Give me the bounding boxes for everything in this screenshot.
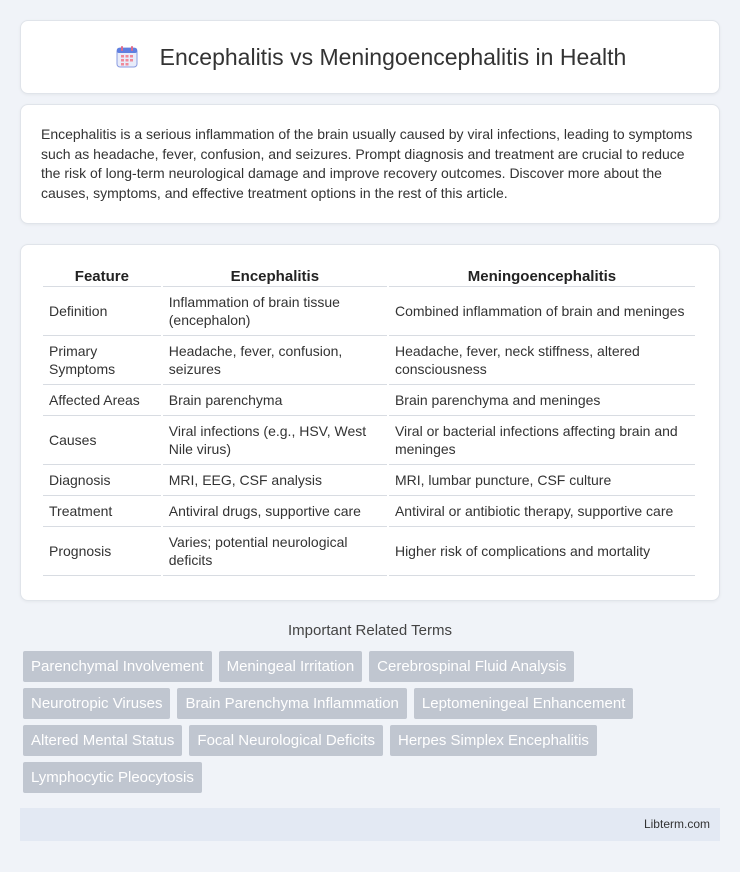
table-cell: Definition xyxy=(43,287,161,336)
table-cell: MRI, lumbar puncture, CSF culture xyxy=(389,465,695,496)
table-header-row xyxy=(43,267,695,287)
column-header: Feature xyxy=(43,267,161,287)
calendar-icon xyxy=(114,44,140,70)
footer-site-link[interactable]: Libterm.com xyxy=(643,817,710,831)
table-cell: Inflammation of brain tissue (encephalon) xyxy=(163,287,387,336)
table-cell: Headache, fever, neck stiffness, altered consciousness xyxy=(389,336,695,385)
related-term-tag[interactable]: Leptomeningeal Enhancement xyxy=(414,688,633,719)
table-cell: Affected Areas xyxy=(43,385,161,416)
related-term-tag[interactable]: Altered Mental Status xyxy=(23,725,182,756)
related-term-tag[interactable]: Cerebrospinal Fluid Analysis xyxy=(369,651,574,682)
footer xyxy=(20,808,720,841)
intro-text: Encephalitis is a serious inflammation of the brain usually caused by viral infections, leading to symptoms such as headache, fever, confusion, and seizures. Prompt diagnosis and treatment are crucial to reduce the risk of long-term neurological damage and improve recovery outcomes. Discover more about the causes, symptoms, and effective treatment options in the rest of this article. xyxy=(41,126,693,201)
page-title: Encephalitis vs Meningoencephalitis in Health xyxy=(159,43,627,70)
table-row xyxy=(43,416,695,465)
table-cell: Viral or bacterial infections affecting brain and meninges xyxy=(389,416,695,465)
related-terms-title: Important Related Terms xyxy=(288,622,452,639)
table-cell: Brain parenchyma and meninges xyxy=(389,385,695,416)
table-row xyxy=(43,385,695,416)
table-cell: Brain parenchyma xyxy=(163,385,387,416)
table-cell: MRI, EEG, CSF analysis xyxy=(163,465,387,496)
table-cell: Causes xyxy=(43,416,161,465)
comparison-table-card xyxy=(20,244,720,601)
column-header: Encephalitis xyxy=(163,267,387,287)
table-cell: Combined inflammation of brain and meninges xyxy=(389,287,695,336)
comparison-table xyxy=(41,267,697,576)
table-row xyxy=(43,496,695,527)
intro-card xyxy=(20,104,720,224)
table-cell: Primary Symptoms xyxy=(43,336,161,385)
header-card xyxy=(20,20,720,94)
related-term-tag[interactable]: Herpes Simplex Encephalitis xyxy=(390,725,597,756)
related-term-tag[interactable]: Lymphocytic Pleocytosis xyxy=(23,762,202,793)
related-term-tag[interactable]: Parenchymal Involvement xyxy=(23,651,212,682)
table-row xyxy=(43,287,695,336)
table-cell: Antiviral or antibiotic therapy, supportive care xyxy=(389,496,695,527)
table-cell: Viral infections (e.g., HSV, West Nile virus) xyxy=(163,416,387,465)
table-cell: Treatment xyxy=(43,496,161,527)
table-cell: Headache, fever, confusion, seizures xyxy=(163,336,387,385)
table-cell: Diagnosis xyxy=(43,465,161,496)
related-terms-list xyxy=(23,651,703,799)
related-term-tag[interactable]: Neurotropic Viruses xyxy=(23,688,170,719)
table-row xyxy=(43,465,695,496)
table-row xyxy=(43,527,695,576)
table-cell: Antiviral drugs, supportive care xyxy=(163,496,387,527)
related-term-tag[interactable]: Focal Neurological Deficits xyxy=(189,725,383,756)
column-header: Meningoencephalitis xyxy=(389,267,695,287)
table-cell: Prognosis xyxy=(43,527,161,576)
table-cell: Higher risk of complications and mortality xyxy=(389,527,695,576)
related-term-tag[interactable]: Brain Parenchyma Inflammation xyxy=(177,688,406,719)
table-row xyxy=(43,336,695,385)
table-cell: Varies; potential neurological deficits xyxy=(163,527,387,576)
related-term-tag[interactable]: Meningeal Irritation xyxy=(219,651,363,682)
